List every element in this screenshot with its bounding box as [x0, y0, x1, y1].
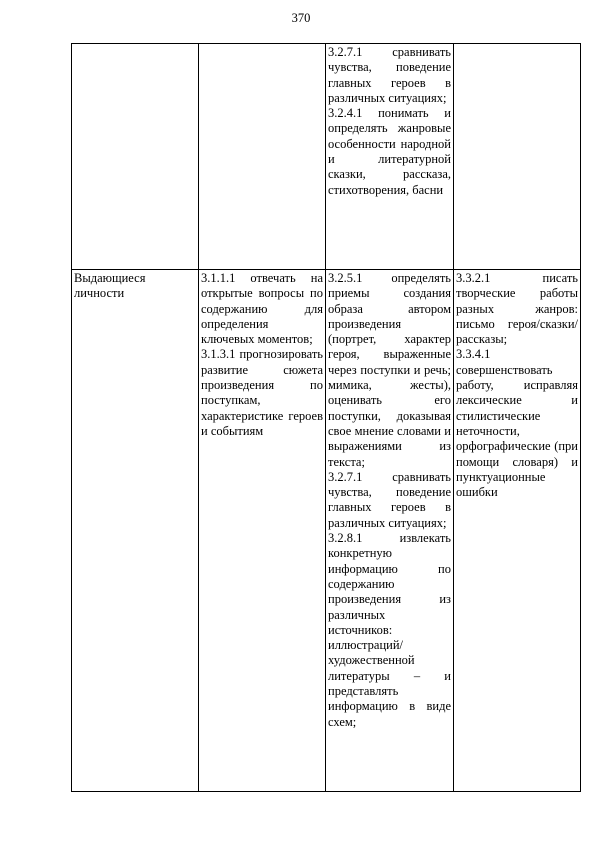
table-cell-writing: [454, 270, 581, 792]
objective-text: 3.2.7.1 сравнивать чувства, поведение главных героев в различных ситуациях;: [328, 469, 451, 530]
curriculum-table: [71, 43, 581, 792]
table-cell-reading: [326, 270, 454, 792]
objective-text: 3.3.4.1 совершенствовать работу, исправляя лексические и стилистические неточности, орфографические (при помощи словаря) и пунктуационные ошибки: [456, 347, 578, 500]
table-cell-reading: [326, 44, 454, 270]
objective-text: 3.1.1.1 отвечать на открытые вопросы по содержанию для определения ключевых моментов;: [201, 271, 323, 347]
table-cell-listening: [199, 270, 326, 792]
table-row: [72, 44, 581, 270]
objective-text: 3.2.8.1 извлекать конкретную информацию по содержанию произведения из различных источников: иллюстраций/ художественной литературы – и представлять информацию в виде схем;: [328, 531, 451, 729]
objective-text: 3.2.7.1 сравнивать чувства, поведение главных героев в различных ситуациях;: [328, 45, 451, 105]
table-cell-topic: [72, 44, 199, 270]
page-number: 370: [291, 11, 311, 25]
objective-text: 3.2.5.1 определять приемы создания образа автором произведения (портрет, характер героя, выраженные через поступки и речь; мимика, жесты), оценивать его поступки, доказывая свое мнение словами и выражениями из текста;: [328, 271, 451, 469]
table-cell-writing: [454, 44, 581, 270]
objective-text: 3.2.4.1 понимать и определять жанровые особенности народной и литературной сказки, рассказа, стихотворения, басни: [328, 106, 451, 197]
objective-text: 3.3.2.1 писать творческие работы разных жанров: письмо героя/сказки/ рассказы;: [456, 271, 578, 347]
table-cell-topic: [72, 270, 199, 792]
objective-text: 3.1.3.1 прогнозировать развитие сюжета произведения по поступкам, характеристике героев и событиям: [201, 347, 323, 438]
topic-text: Выдающиеся личности: [74, 271, 146, 301]
table-cell-listening: [199, 44, 326, 270]
table-row: [72, 270, 581, 792]
